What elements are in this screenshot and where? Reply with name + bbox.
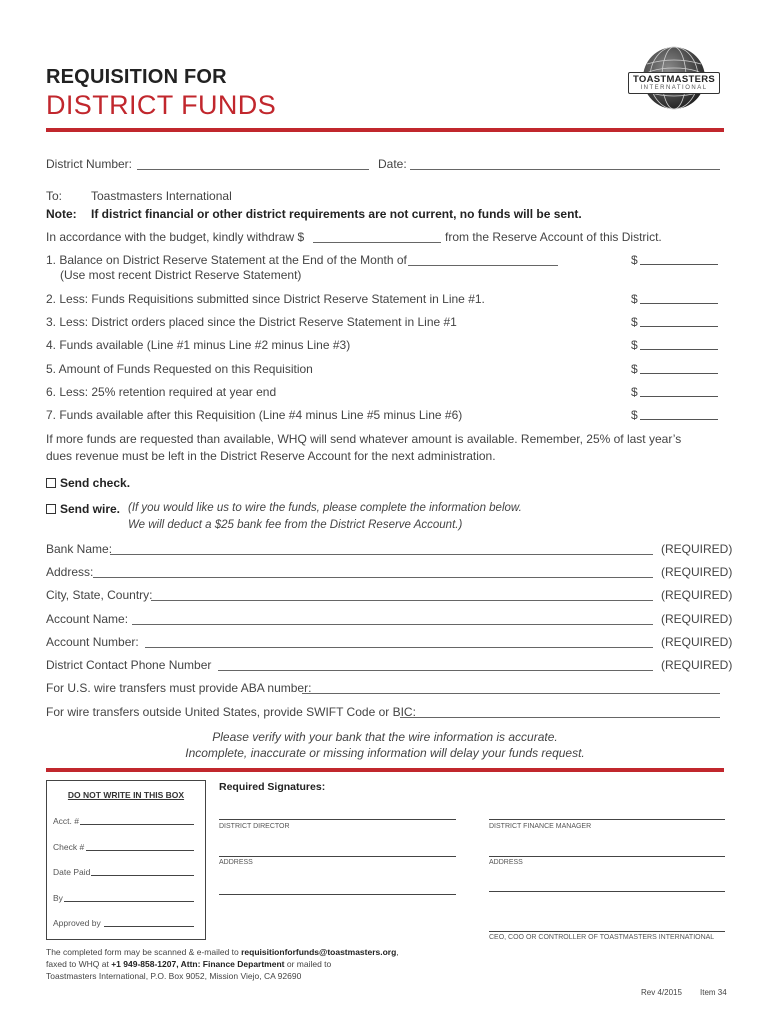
note-value: If district financial or other district requirements are not current, no funds will be sent.	[91, 207, 582, 221]
line-1-text: 1. Balance on District Reserve Statement at the End of the Month of	[46, 253, 407, 267]
toastmasters-logo	[622, 44, 726, 114]
district-director-signature[interactable]	[219, 819, 456, 820]
address-1-label: ADDRESS	[219, 859, 253, 866]
footer-email-link[interactable]: requisitionforfunds@toastmasters.org	[241, 947, 397, 957]
acct-label: Acct. #	[53, 816, 79, 826]
account-number-required: (REQUIRED)	[661, 635, 733, 649]
office-use-box	[46, 780, 206, 940]
send-wire-label: Send wire.	[60, 502, 121, 516]
line-4-dollar: $	[631, 338, 638, 352]
revision-label: Rev 4/2015	[641, 988, 682, 997]
bank-name-field[interactable]	[110, 543, 653, 555]
to-value: Toastmasters International	[91, 189, 232, 203]
aba-label: For U.S. wire transfers must provide ABA number:	[46, 681, 312, 695]
city-state-country-field[interactable]	[151, 589, 653, 601]
footer-line3: Toastmasters International, P.O. Box 9052, Mission Viejo, CA 92690	[46, 971, 302, 981]
logo-sub: INTERNATIONAL	[640, 85, 708, 91]
line-1-subtext: (Use most recent District Reserve Statement)	[60, 268, 302, 282]
acct-field[interactable]	[80, 824, 194, 825]
wire-note-line2: We will deduct a $25 bank fee from the District Reserve Account.)	[128, 519, 463, 531]
date-label: Date:	[378, 157, 407, 171]
district-number-field[interactable]	[137, 158, 369, 170]
contact-phone-field[interactable]	[218, 659, 653, 671]
aba-field[interactable]	[302, 682, 720, 694]
address-1-line-2[interactable]	[219, 894, 456, 895]
verify-line2: Incomplete, inaccurate or missing information will delay your funds request.	[185, 746, 585, 760]
line-3-text: 3. Less: District orders placed since the District Reserve Statement in Line #1	[46, 315, 457, 329]
city-state-country-required: (REQUIRED)	[661, 588, 733, 602]
withdraw-amount-field[interactable]	[313, 231, 441, 243]
line-5-text: 5. Amount of Funds Requested on this Requisition	[46, 362, 313, 376]
address-2-line-2[interactable]	[489, 891, 725, 892]
district-finance-manager-signature[interactable]	[489, 819, 725, 820]
line-1-month-field[interactable]	[408, 254, 558, 266]
line-6-dollar: $	[631, 385, 638, 399]
line-2-amount-field[interactable]	[640, 292, 718, 304]
footer-line2	[46, 959, 331, 969]
footer-line1-text: The completed form may be scanned & e-mailed to	[46, 947, 242, 957]
footer-line1	[46, 947, 399, 957]
line-7-amount-field[interactable]	[640, 408, 718, 420]
account-name-label: Account Name:	[46, 612, 129, 626]
district-number-label: District Number:	[46, 157, 133, 171]
line-4-text: 4. Funds available (Line #1 minus Line #2 minus Line #3)	[46, 338, 351, 352]
form-title-line1: REQUISITION FOR	[46, 66, 227, 88]
line-4-amount-field[interactable]	[640, 338, 718, 350]
account-number-label: Account Number:	[46, 635, 139, 649]
account-number-field[interactable]	[145, 636, 653, 648]
line-7-dollar: $	[631, 408, 638, 422]
send-wire-checkbox[interactable]	[46, 504, 56, 514]
note-label: Note:	[46, 207, 77, 221]
line-5-amount-field[interactable]	[640, 362, 718, 374]
approved-by-label: Approved by	[53, 918, 101, 928]
address-2-signature[interactable]	[489, 856, 725, 857]
ceo-label: CEO, COO OR CONTROLLER OF TOASTMASTERS INTERNATIONAL	[489, 934, 715, 941]
line-3-dollar: $	[631, 315, 638, 329]
address-required: (REQUIRED)	[661, 565, 733, 579]
date-field[interactable]	[410, 158, 720, 170]
line-7-text: 7. Funds available after this Requisition (Line #4 minus Line #5 minus Line #6)	[46, 408, 463, 422]
address-1-signature[interactable]	[219, 856, 456, 857]
by-field[interactable]	[64, 901, 194, 902]
line-2-dollar: $	[631, 292, 638, 306]
info-text-line2: dues revenue must be left in the District Reserve Account for the next administration.	[46, 449, 496, 463]
office-box-title: DO NOT WRITE IN THIS BOX	[67, 790, 185, 800]
ceo-signature[interactable]	[489, 931, 725, 932]
district-director-label: DISTRICT DIRECTOR	[219, 823, 290, 830]
line-1-dollar: $	[631, 253, 638, 267]
footer-fax: +1 949-858-1207, Attn: Finance Department	[111, 959, 285, 969]
line-1-amount-field[interactable]	[640, 253, 718, 265]
send-check-label: Send check.	[60, 476, 131, 490]
swift-field[interactable]	[400, 706, 720, 718]
send-wire-option[interactable]	[46, 502, 120, 516]
send-check-checkbox[interactable]	[46, 478, 56, 488]
wire-note-line1: (If you would like us to wire the funds, please complete the information below.	[128, 502, 522, 514]
line-5-dollar: $	[631, 362, 638, 376]
swift-label: For wire transfers outside United States, provide SWIFT Code or BIC:	[46, 705, 416, 719]
bank-name-required: (REQUIRED)	[661, 542, 733, 556]
withdraw-text-after: from the Reserve Account of this District.	[445, 230, 662, 244]
header-divider	[46, 128, 724, 132]
form-title-line2: DISTRICT FUNDS	[46, 90, 277, 120]
logo-name: TOASTMASTERS	[632, 74, 716, 85]
line-6-text: 6. Less: 25% retention required at year end	[46, 385, 277, 399]
contact-phone-label: District Contact Phone Number	[46, 658, 212, 672]
footer-line1-end: ,	[396, 947, 399, 957]
bank-name-label: Bank Name:	[46, 542, 113, 556]
account-name-field[interactable]	[132, 613, 653, 625]
logo-banner	[628, 72, 720, 94]
address-2-label: ADDRESS	[489, 859, 523, 866]
approved-by-field[interactable]	[104, 926, 194, 927]
date-paid-field[interactable]	[91, 875, 194, 876]
info-text-line1: If more funds are requested than available, WHQ will send whatever amount is available. Remember, 25% of last year’s	[46, 432, 682, 446]
date-paid-label: Date Paid	[53, 867, 91, 877]
send-check-option[interactable]	[46, 476, 130, 490]
by-label: By	[53, 893, 63, 903]
address-label: Address:	[46, 565, 94, 579]
signatures-title: Required Signatures:	[219, 781, 326, 793]
account-name-required: (REQUIRED)	[661, 612, 733, 626]
line-6-amount-field[interactable]	[640, 385, 718, 397]
section-divider	[46, 768, 724, 772]
line-3-amount-field[interactable]	[640, 315, 718, 327]
line-2-text: 2. Less: Funds Requisitions submitted since District Reserve Statement in Line #1.	[46, 292, 485, 306]
city-state-country-label: City, State, Country:	[46, 588, 153, 602]
withdraw-text-before: In accordance with the budget, kindly withdraw $	[46, 230, 305, 244]
item-number-label: Item 34	[700, 988, 727, 997]
check-number-field[interactable]	[86, 850, 194, 851]
address-field[interactable]	[93, 566, 653, 578]
footer-line2-text: faxed to WHQ at	[46, 959, 112, 969]
district-finance-manager-label: DISTRICT FINANCE MANAGER	[489, 823, 592, 830]
to-label: To:	[46, 189, 63, 203]
footer-line2-end: or mailed to	[284, 959, 332, 969]
verify-line1: Please verify with your bank that the wire information is accurate.	[212, 730, 558, 744]
check-number-label: Check #	[53, 842, 85, 852]
contact-phone-required: (REQUIRED)	[661, 658, 733, 672]
